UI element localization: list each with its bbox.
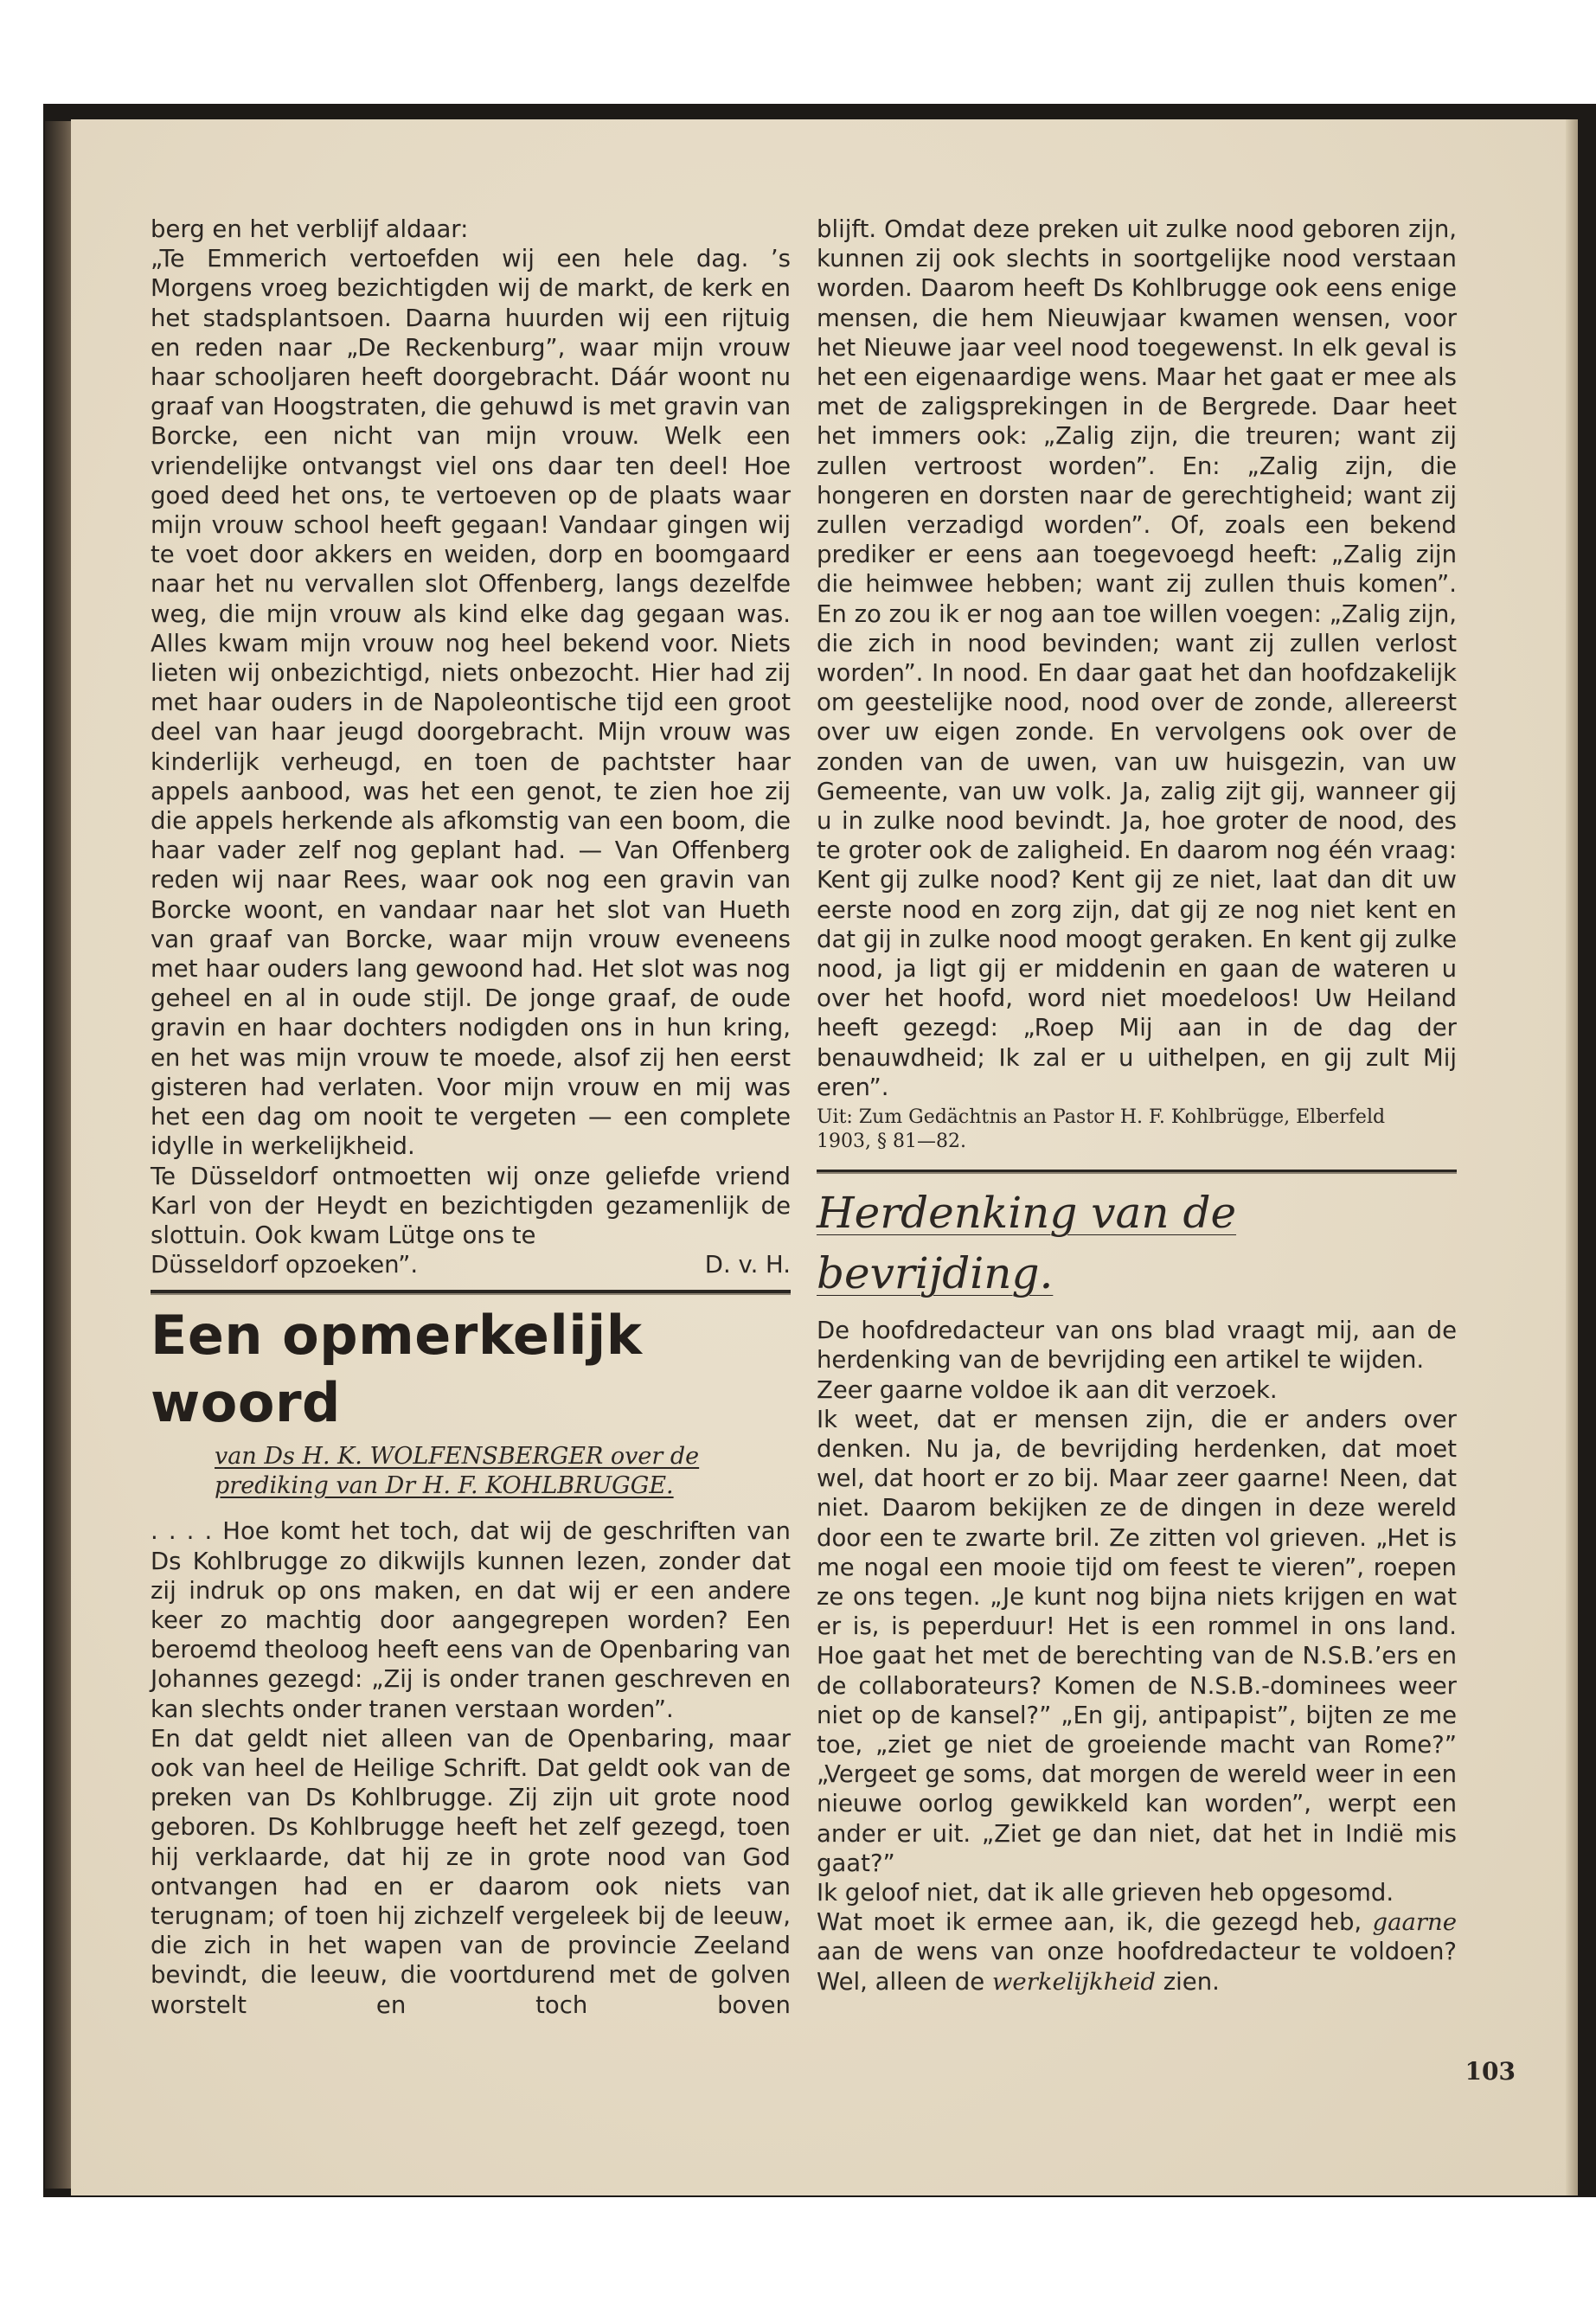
final-text: aan de wens van onze hoofdredacteur te voldoen? Wel, alleen de [817, 1938, 1457, 1996]
page-number: 103 [1465, 2057, 1516, 2086]
closing-line: Düsseldorf opzoeken”. [151, 1251, 419, 1279]
section-divider [151, 1290, 791, 1295]
intro-line: berg en het verblijf aldaar: [151, 215, 469, 243]
source-citation [817, 1106, 1457, 1154]
article-byline [151, 1442, 791, 1501]
page-edge [1566, 119, 1578, 2195]
byline-line-2: prediking van Dr H. F. KOHLBRUGGE. [215, 1472, 674, 1500]
article-continuation: blijft. Omdat deze preken uit zulke nood geboren zijn, kunnen zij ook slechts in soortgelijke nood verstaan worden. Daarom heeft Ds Kohlbrugge ook eens enige mensen, die hem Nieuwjaar kwamen wensen, voor het Nieuwe jaar veel nood toegewenst. In elk geval is het een eigenaardige wens. Maar het gaat er mee als met de zaligsprekingen in de Bergrede. Daar heet het immers ook: „Zalig zijn, die treuren; want zij zullen vertroost worden”. En: „Zalig zijn, die hongeren en dorsten naar de gerechtigheid; want zij zullen verzadigd worden”. Of, zoals een bekend prediker er eens aan toegevoegd heeft: „Zalig zijn die heimwee hebben; want zij zullen thuis komen”. En zo zou ik er nog aan toe willen voegen: „Zalig zijn, die zich in nood bevinden; want zij zullen verlost worden”. In nood. En daar gaat het dan hoofdzakelijk om geestelijke nood, nood over de zonde, allereerst over uw eigen zonde. En vervolgens ook over de zonden van de uwen, van uw huisgezin, van uw Gemeente, van uw volk. Ja, zalig zijt gij, wanneer gij u in zulke nood bevindt. Ja, hoe groter de nood, des te groter ook de zaligheid. En daarom nog één vraag: Kent gij zulke nood? Kent gij ze niet, laat dan dit uw eerste nood en zorg zijn, dat gij ze nog niet kent en dat gij in zulke nood moogt geraken. En kent gij zulke nood, ja ligt gij er middenin en gaan de wateren u over het hoofd, word niet moedeloos! Uw Heiland heeft gezegd: „Roep Mij aan in de dag der benauwdheid; Ik zal er u uithelpen, en gij zult Mij eren”. [817, 215, 1457, 1101]
article-paragraph: Ik weet, dat er mensen zijn, die er anders over denken. Nu ja, de bevrijding herdenken, dat moet wel, dat hoort er zo bij. Maar zeer gaarne! Neen, dat niet. Daarom bekijken ze de dingen in deze wereld door een te zwarte bril. Ze zitten vol grieven. „Het is me nogal een mooie tijd om feest te vieren”, roepen ze ons tegen. „Je kunt nog bijna niets krijgen en wat er is, is peperduur! Het is een rommel in ons land. Hoe gaat het met de berechting van de N.S.B.’ers en de collaborateurs? Komen de N.S.B.-dominees weer niet op de kansel?” „En gij, antipapist”, bijten ze me toe, „ziet ge niet de groeiende macht van Rome?” „Vergeet ge soms, dat morgen de wereld weer in een nieuwe oorlog gewikkeld kan worden”, werpt een ander er uit. „Ziet ge dan niet, dat het in Indië mis gaat?” [817, 1405, 1457, 1877]
quoted-letter: „Te Emmerich vertoefden wij een hele dag. ’s Morgens vroeg bezichtigden wij de markt, de kerk en het stadsplantsoen. Daarna huurden wij een rijtuig en reden naar „De Reckenburg”, waar mijn vrouw haar schooljaren heeft doorgebracht. Dáár woont nu graaf van Hoogstraten, die gehuwd is met gravin van Borcke, een nicht van mijn vrouw. Welk een vriendelijke ontvangst viel ons daar ten deel! Hoe goed deed het ons, te vertoeven op de plaats waar mijn vrouw school heeft gegaan! Vandaar gingen wij te voet door akkers en weiden, dorp en boomgaard naar het nu vervallen slot Offenberg, langs dezelfde weg, die mijn vrouw als kind elke dag gegaan was. Alles kwam mijn vrouw nog heel bekend voor. Niets lieten wij onbezichtigd, niets onbezocht. Hier had zij met haar ouders in de Napoleontische tijd een groot deel van haar jeugd doorgebracht. Mijn vrouw was kinderlijk verheugd, en toen de pachtster haar appels aanbood, was het een genot, te zien hoe zij die appels herkende als afkomstig van een boom, die haar vader zelf nog geplant had. — Van Offenberg reden wij naar Rees, waar ook nog een gravin van Borcke woont, en vandaar naar het slot van Hueth van graaf van Borcke, waar mijn vrouw eveneens met haar ouders lang gewoond had. Het slot was nog geheel en al in oude stijl. De jonge graaf, de oude gravin en haar dochters nodigden ons in hun kring, en het was mijn vrouw te moede, alsof zij hen eerst gisteren had verlaten. Voor mijn vrouw en mij was het een dag om nooit te vergeten — een complete idylle in werkelijkheid. [151, 245, 791, 1161]
final-text: zien. [1155, 1967, 1220, 1996]
magazine-page [71, 119, 1578, 2195]
article-paragraph: Ik geloof niet, dat ik alle grieven heb opgesomd. [817, 1878, 1394, 1907]
article-paragraph: De hoofdredacteur van ons blad vraagt mij, aan de herdenking van de bevrijding een artikel te wijden. [817, 1317, 1457, 1375]
final-paragraph [817, 1907, 1457, 1997]
section-divider [817, 1170, 1457, 1174]
article-title: Herdenking van de bevrijding. [817, 1188, 1237, 1299]
article-title: Een opmerkelijk woord [151, 1304, 643, 1435]
article-paragraph: . . . . Hoe komt het toch, dat wij de geschriften van Ds Kohlbrugge zo dikwijls kunnen lezen, zonder dat zij indruk op ons maken, en dat wij er een andere keer zo machtig door aangegrepen worden? Een beroemd theoloog heeft eens van de Openbaring van Johannes gezegd: „Zij is onder tranen geschreven en kan slechts onder tranen verstaan worden”. [151, 1517, 791, 1723]
source-line-2: 1903, § 81—82. [817, 1131, 966, 1153]
final-text: Wat moet ik ermee aan, ik, die gezegd heb, [817, 1908, 1362, 1937]
byline-line-1: van Ds H. K. WOLFENSBERGER over de [215, 1443, 700, 1471]
right-column [817, 215, 1457, 1997]
emphasis-werkelijkheid: werkelijkheid [991, 1967, 1156, 1996]
emphasis-gaarne: gaarne [1372, 1908, 1457, 1937]
article-paragraph: En dat geldt niet alleen van de Openbaring, maar ook van heel de Heilige Schrift. Dat geldt ook van de preken van Ds Kohlbrugge. Zij zijn uit grote nood geboren. Ds Kohlbrugge heeft het zelf gezegd, toen hij verklaarde, dat hij ze in grote nood van God ontvangen had en er daarom ook niets van terugnam; of toen hij zichzelf vergeleek bij de leeuw, die zich in het wapen van de provincie Zeeland bevindt, die leeuw, die voortdurend met de golven worstelt en toch boven [151, 1724, 791, 2019]
left-column [151, 215, 791, 2020]
closing-signature-line [151, 1250, 791, 1279]
quoted-letter-continued: Te Düsseldorf ontmoetten wij onze geliefde vriend Karl von der Heydt en bezichtigden gezamenlijk de slottuin. Ook kwam Lütge ons te [151, 1162, 791, 1249]
article-paragraph: Zeer gaarne voldoe ik aan dit verzoek. [817, 1375, 1278, 1404]
signature: D. v. H. [704, 1251, 791, 1279]
source-line-1: Uit: Zum Gedächtnis an Pastor H. F. Kohlbrügge, Elberfeld [817, 1106, 1386, 1129]
